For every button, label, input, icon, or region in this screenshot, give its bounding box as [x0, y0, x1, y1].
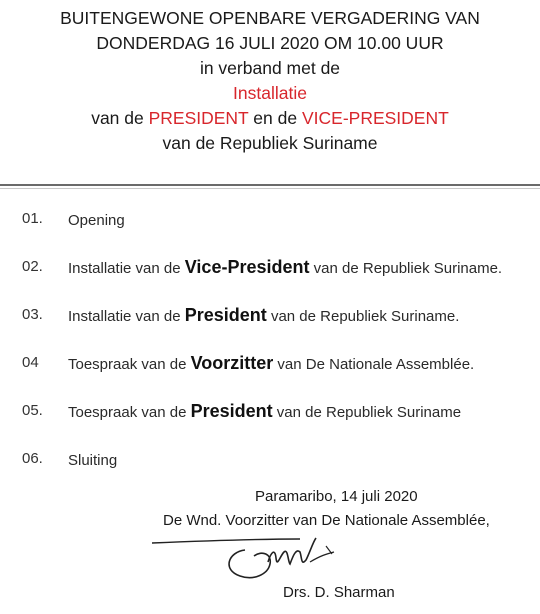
agenda-item-number: 03.	[22, 306, 43, 323]
header-line-4: Installatie	[233, 83, 307, 103]
header-line-5-part3: en de	[248, 108, 302, 128]
agenda-item-text	[68, 444, 117, 476]
agenda-item	[0, 252, 540, 282]
agenda-item-post: van de Republiek Suriname.	[266, 308, 460, 325]
header-line-1: BUITENGEWONE OPENBARE VERGADERING VAN	[60, 8, 480, 28]
document-header	[0, 6, 540, 156]
header-president: PRESIDENT	[148, 108, 249, 128]
agenda-item-text	[68, 348, 474, 380]
divider-line-shadow	[0, 188, 540, 189]
agenda-item-text	[68, 204, 125, 236]
agenda-item	[0, 204, 540, 234]
agenda-item-pre: Opening	[68, 212, 125, 229]
agenda-item-bold: President	[184, 305, 267, 325]
agenda-item-post: van De Nationale Assemblée.	[273, 356, 475, 373]
agenda-item	[0, 348, 540, 378]
header-line-6: van de Republiek Suriname	[162, 133, 378, 153]
chair-title: De Wnd. Voorzitter van De Nationale Assemblée,	[163, 512, 490, 529]
agenda-item-pre: Installatie van de	[68, 260, 185, 277]
agenda-item	[0, 444, 540, 474]
agenda-item	[0, 396, 540, 426]
header-line-5-part1: van de	[91, 108, 149, 128]
handwritten-signature	[150, 534, 430, 586]
agenda-item-number: 02.	[22, 258, 43, 275]
agenda-item-text	[68, 300, 459, 332]
agenda-item-bold: Voorzitter	[190, 353, 274, 373]
header-vice-president: VICE-PRESIDENT	[301, 108, 449, 128]
agenda-item-pre: Installatie van de	[68, 308, 185, 325]
agenda-item-number: 01.	[22, 210, 43, 227]
agenda-item-number: 06.	[22, 450, 43, 467]
agenda-item-post: van de Republiek Suriname	[272, 404, 462, 421]
agenda-item-post: van de Republiek Suriname.	[309, 260, 503, 277]
header-line-2: DONDERDAG 16 JULI 2020 OM 10.00 UUR	[96, 33, 444, 53]
agenda-item-pre: Sluiting	[68, 452, 118, 469]
divider-line	[0, 184, 540, 186]
signatory-name: Drs. D. Sharman	[283, 584, 395, 601]
agenda-item-text	[68, 252, 502, 284]
header-line-3: in verband met de	[199, 58, 341, 78]
header-line-5	[0, 106, 540, 131]
place-date: Paramaribo, 14 juli 2020	[255, 488, 418, 505]
agenda-item-bold: President	[190, 401, 273, 421]
agenda-item-pre: Toespraak van de	[68, 404, 191, 421]
agenda-item-pre: Toespraak van de	[68, 356, 191, 373]
agenda-item-number: 04	[22, 354, 39, 371]
agenda-item	[0, 300, 540, 330]
agenda-item-number: 05.	[22, 402, 43, 419]
agenda-item-text	[68, 396, 461, 428]
agenda-item-bold: Vice-President	[184, 257, 310, 277]
